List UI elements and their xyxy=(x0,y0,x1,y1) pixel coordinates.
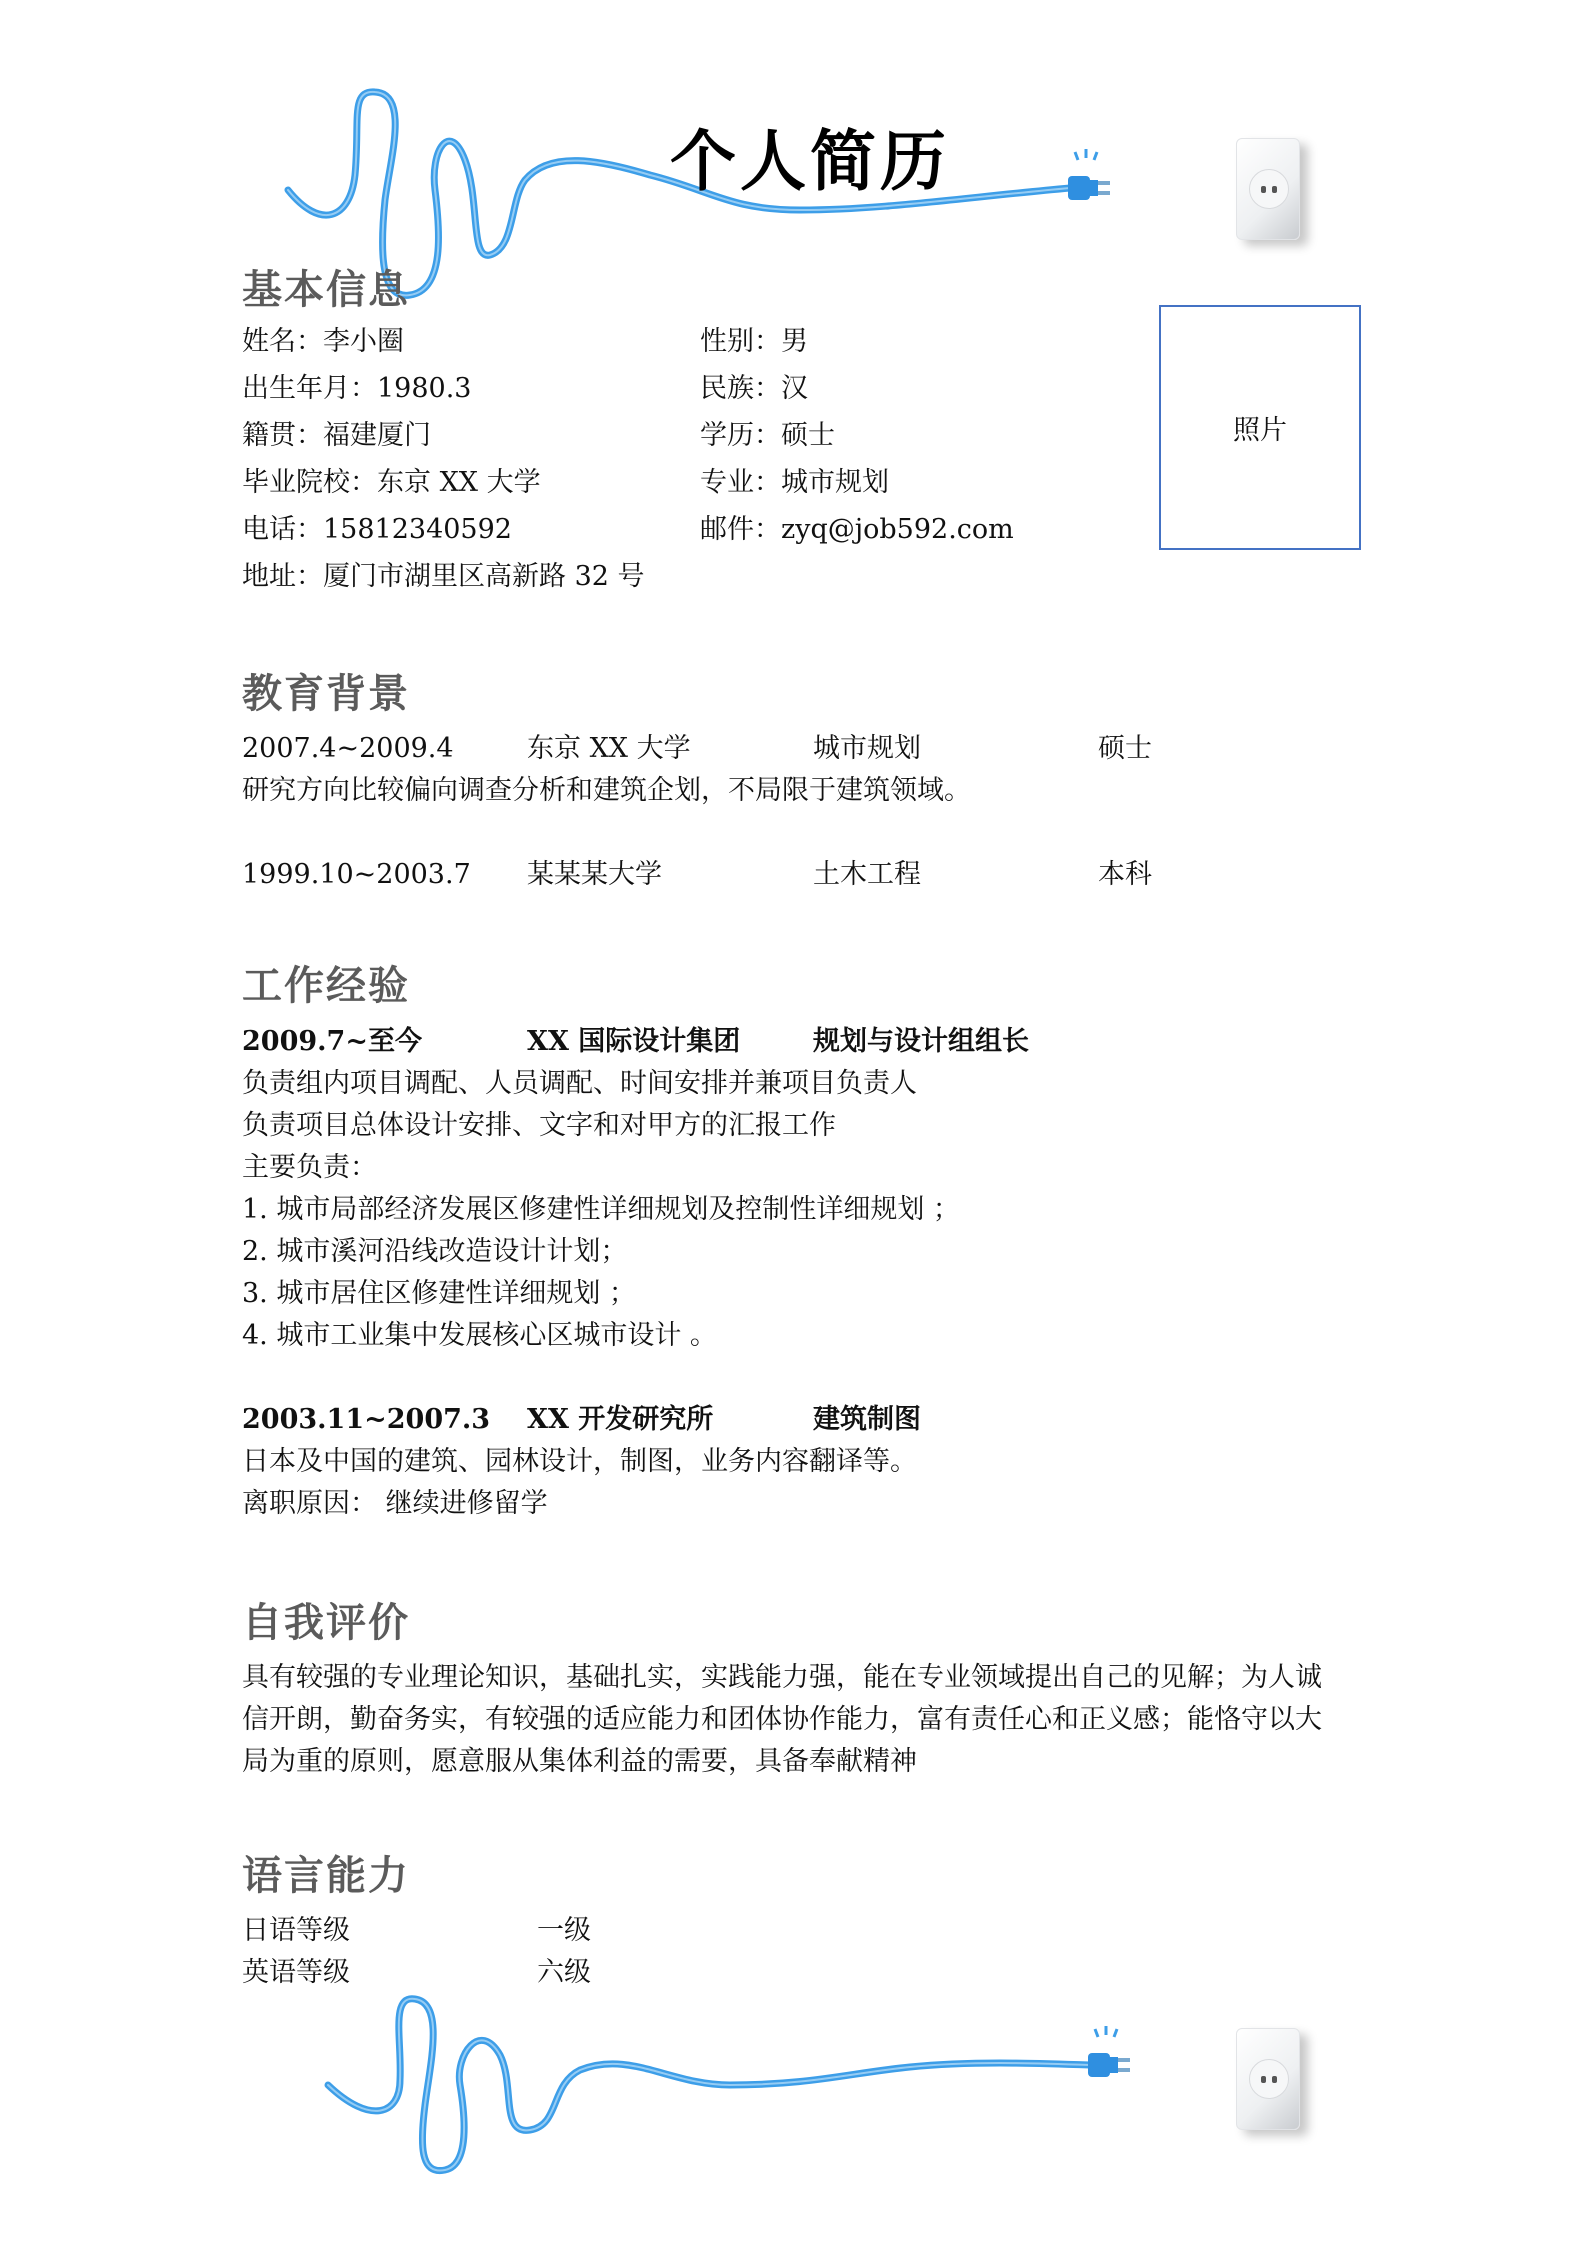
field-email: 邮件：zyq@job592.com xyxy=(700,514,1014,545)
section-heading-work: 工作经验 xyxy=(242,963,410,1009)
field-hometown: 籍贯：福建厦门 xyxy=(242,420,431,451)
work-line: 离职原因： 继续进修留学 xyxy=(242,1488,548,1519)
language-name: 日语等级 xyxy=(242,1915,350,1946)
work-list-item: 1. 城市局部经济发展区修建性详细规划及控制性详细规划 ； xyxy=(242,1194,960,1225)
work-company: XX 开发研究所 xyxy=(527,1404,714,1435)
education-major: 土木工程 xyxy=(813,859,921,890)
self-eval-line: 具有较强的专业理论知识，基础扎实，实践能力强，能在专业领域提出自己的见解；为人诚 xyxy=(242,1662,1322,1693)
education-degree: 硕士 xyxy=(1098,733,1152,764)
cable-plug-icon xyxy=(310,1985,1150,2185)
photo-placeholder xyxy=(1159,305,1361,550)
work-position: 建筑制图 xyxy=(813,1404,921,1435)
work-line: 主要负责： xyxy=(242,1152,377,1183)
section-heading-education: 教育背景 xyxy=(242,671,410,717)
work-list-item: 4. 城市工业集中发展核心区城市设计 。 xyxy=(242,1320,717,1351)
section-heading-basic: 基本信息 xyxy=(242,267,410,313)
self-eval-line: 局为重的原则，愿意服从集体利益的需要，具备奉献精神 xyxy=(242,1746,917,1777)
section-heading-self-eval: 自我评价 xyxy=(242,1600,410,1646)
education-period: 1999.10~2003.7 xyxy=(242,859,471,890)
work-period: 2009.7~至今 xyxy=(242,1026,422,1057)
work-line: 负责项目总体设计安排、文字和对甲方的汇报工作 xyxy=(242,1110,836,1141)
wall-socket-icon xyxy=(1236,2028,1300,2130)
language-name: 英语等级 xyxy=(242,1957,350,1988)
education-note: 研究方向比较偏向调查分析和建筑企划，不局限于建筑领域。 xyxy=(242,775,971,806)
field-ethnicity: 民族：汉 xyxy=(700,373,808,404)
language-level: 一级 xyxy=(537,1915,591,1946)
field-birth: 出生年月：1980.3 xyxy=(242,373,472,404)
field-major: 专业：城市规划 xyxy=(700,467,889,498)
field-phone: 电话：15812340592 xyxy=(242,514,512,545)
page-title: 个人简历 xyxy=(670,122,950,200)
work-line: 负责组内项目调配、人员调配、时间安排并兼项目负责人 xyxy=(242,1068,917,1099)
education-school: 东京 XX 大学 xyxy=(527,733,691,764)
education-degree: 本科 xyxy=(1098,859,1152,890)
education-period: 2007.4~2009.4 xyxy=(242,733,454,764)
self-eval-line: 信开朗，勤奋务实，有较强的适应能力和团体协作能力，富有责任心和正义感；能恪守以大 xyxy=(242,1704,1322,1735)
work-list-item: 2. 城市溪河沿线改造设计计划； xyxy=(242,1236,628,1267)
work-company: XX 国际设计集团 xyxy=(527,1026,741,1057)
photo-label: 照片 xyxy=(1233,415,1287,446)
field-degree: 学历：硕士 xyxy=(700,420,835,451)
wall-socket-icon xyxy=(1236,138,1300,240)
education-major: 城市规划 xyxy=(813,733,921,764)
work-period: 2003.11~2007.3 xyxy=(242,1404,491,1435)
field-name: 姓名：李小圈 xyxy=(242,326,404,357)
language-level: 六级 xyxy=(537,1957,591,1988)
field-school: 毕业院校：东京 XX 大学 xyxy=(242,467,541,498)
work-line: 日本及中国的建筑、园林设计，制图，业务内容翻译等。 xyxy=(242,1446,917,1477)
work-position: 规划与设计组组长 xyxy=(813,1026,1029,1057)
field-address: 地址：厦门市湖里区高新路 32 号 xyxy=(242,561,645,592)
section-heading-language: 语言能力 xyxy=(242,1853,410,1899)
education-school: 某某某大学 xyxy=(527,859,662,890)
field-gender: 性别：男 xyxy=(700,326,808,357)
work-list-item: 3. 城市居住区修建性详细规划 ； xyxy=(242,1278,636,1309)
